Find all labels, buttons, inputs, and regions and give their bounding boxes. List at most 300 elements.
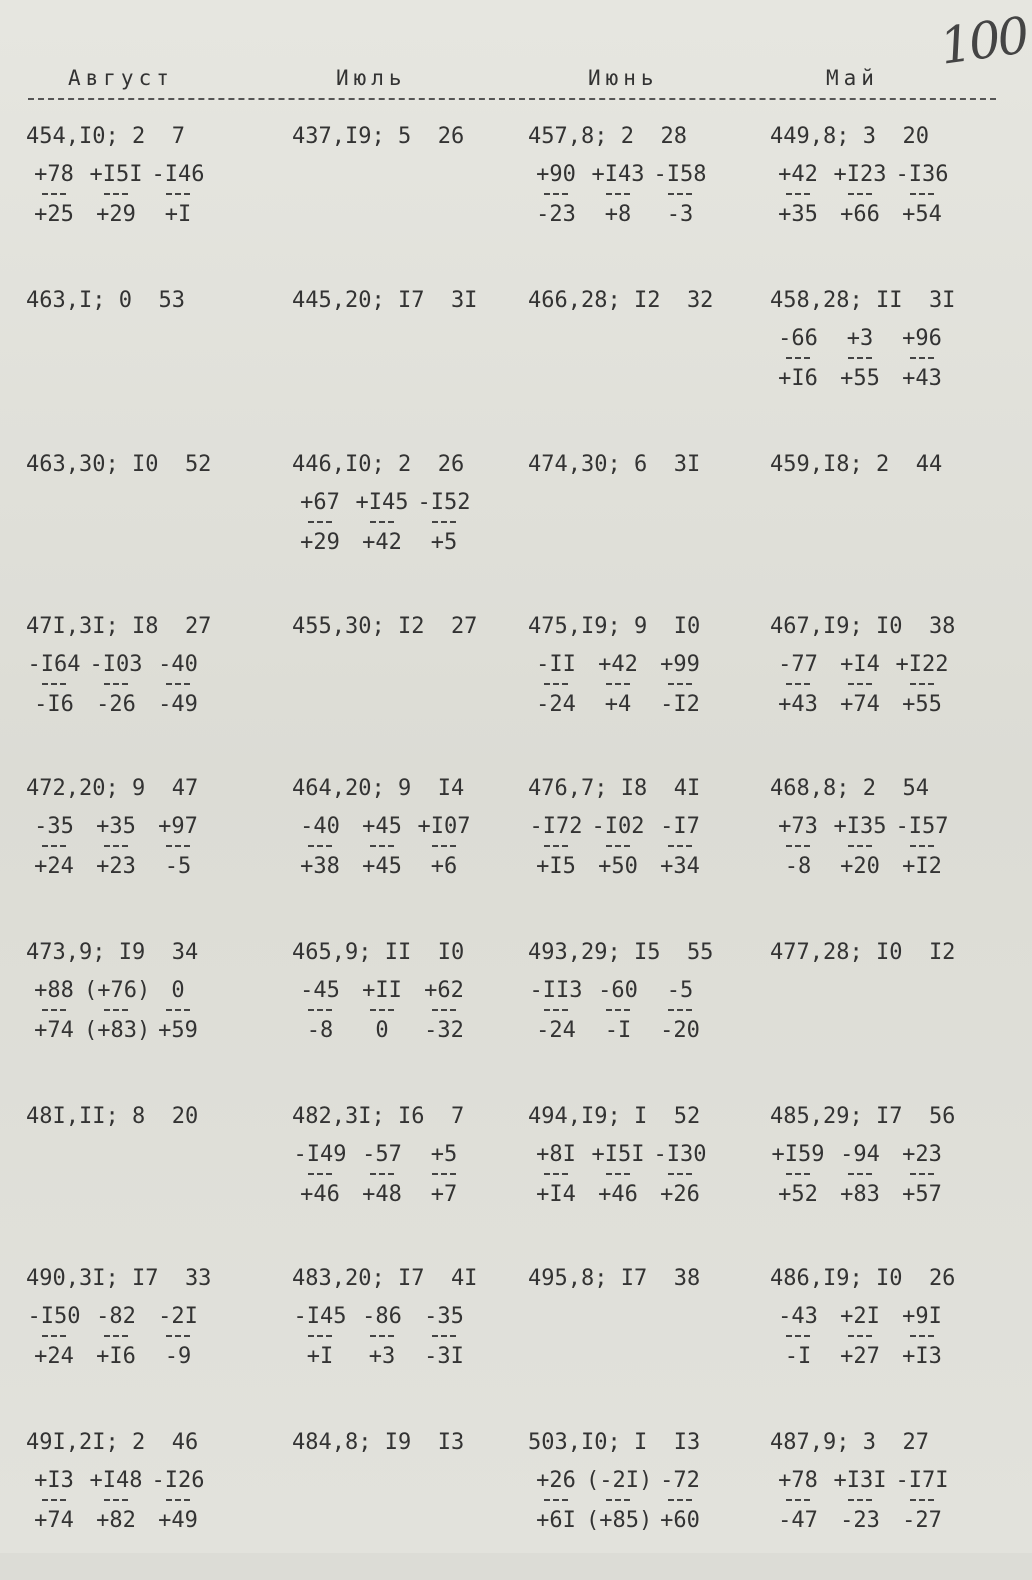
fraction-dash — [606, 1173, 630, 1175]
entry — [770, 452, 1020, 602]
numerator-value: -45 — [300, 978, 340, 1003]
fraction-pair — [586, 1142, 650, 1222]
fraction-pair — [890, 1468, 954, 1548]
fraction-pair — [766, 1468, 830, 1548]
fraction-dash — [848, 357, 872, 359]
denominator-value: +I — [306, 1344, 334, 1369]
fraction-dash — [786, 1499, 810, 1501]
fraction-dash — [104, 1499, 128, 1501]
fraction-pair — [766, 1142, 830, 1222]
entry-heading: 490,3I; I7 33 — [26, 1266, 212, 1291]
fraction-pair — [828, 326, 892, 406]
numerator-value: +2I — [840, 1304, 880, 1329]
numerator-value: -40 — [300, 814, 340, 839]
denominator-value: +I6 — [778, 366, 818, 391]
numerator-value: -72 — [660, 1468, 700, 1493]
fraction-pair — [84, 1468, 148, 1548]
fraction-dash — [668, 1173, 692, 1175]
fraction-dash — [166, 1335, 190, 1337]
numerator-value: -35 — [34, 814, 74, 839]
entry — [292, 1104, 542, 1254]
numerator-value: -82 — [96, 1304, 136, 1329]
fraction-triple — [292, 1304, 542, 1384]
fraction-pair — [766, 162, 830, 242]
entry-heading: 486,I9; I0 26 — [770, 1266, 956, 1291]
denominator-value: -23 — [536, 202, 576, 227]
fraction-pair — [648, 814, 712, 894]
fraction-triple — [770, 814, 1020, 894]
numerator-value: -II3 — [529, 978, 583, 1003]
denominator-value: +74 — [34, 1018, 74, 1043]
denominator-value: (+85) — [586, 1508, 653, 1533]
entry-heading: 47I,3I; I8 27 — [26, 614, 212, 639]
fraction-pair — [412, 978, 476, 1058]
numerator-value: -I03 — [89, 652, 143, 677]
numerator-value: +I35 — [833, 814, 887, 839]
entry-heading: 473,9; I9 34 — [26, 940, 199, 965]
numerator-value: -I30 — [653, 1142, 707, 1167]
fraction-dash — [42, 1009, 66, 1011]
entry-heading: 467,I9; I0 38 — [770, 614, 956, 639]
denominator-value: +35 — [778, 202, 818, 227]
entry — [292, 288, 542, 438]
fraction-triple — [770, 326, 1020, 406]
numerator-value: (-2I) — [586, 1468, 653, 1493]
fraction-dash — [668, 1499, 692, 1501]
entry-heading: 493,29; I5 55 — [528, 940, 714, 965]
fraction-triple — [528, 652, 778, 732]
fraction-triple — [26, 1468, 276, 1548]
numerator-value: -I50 — [27, 1304, 81, 1329]
entry — [528, 288, 778, 438]
denominator-value: +23 — [96, 854, 136, 879]
fraction-pair — [586, 1468, 653, 1548]
fraction-triple — [770, 1468, 1020, 1548]
fraction-pair — [524, 162, 588, 242]
fraction-dash — [166, 683, 190, 685]
fraction-dash — [42, 845, 66, 847]
fraction-pair — [22, 162, 86, 242]
fraction-dash — [848, 683, 872, 685]
fraction-pair — [350, 978, 414, 1058]
numerator-value: +I5I — [89, 162, 143, 187]
entry-heading: 455,30; I2 27 — [292, 614, 478, 639]
numerator-value: +I07 — [417, 814, 471, 839]
month-header-may: Май — [826, 66, 879, 90]
denominator-value: +I5 — [536, 854, 576, 879]
numerator-value: +42 — [778, 162, 818, 187]
header-dashed-rule — [28, 98, 996, 100]
fraction-pair — [890, 814, 954, 894]
entry-heading: 446,I0; 2 26 — [292, 452, 465, 477]
fraction-triple — [528, 162, 778, 242]
entry — [770, 1104, 1020, 1254]
numerator-value: -I72 — [529, 814, 583, 839]
fraction-pair — [890, 1142, 954, 1222]
fraction-dash — [606, 845, 630, 847]
fraction-pair — [766, 652, 830, 732]
entry-heading: 503,I0; I I3 — [528, 1430, 701, 1455]
denominator-value: +8 — [604, 202, 632, 227]
denominator-value: -23 — [840, 1508, 880, 1533]
entry-heading: 464,20; 9 I4 — [292, 776, 465, 801]
numerator-value: -35 — [424, 1304, 464, 1329]
numerator-value: (+76) — [84, 978, 151, 1003]
fraction-dash — [910, 845, 934, 847]
denominator-value: +25 — [34, 202, 74, 227]
denominator-value: +I3 — [902, 1344, 942, 1369]
fraction-triple — [292, 1142, 542, 1222]
numerator-value: -I64 — [27, 652, 81, 677]
fraction-triple — [528, 978, 778, 1058]
denominator-value: -27 — [902, 1508, 942, 1533]
fraction-pair — [22, 1304, 86, 1384]
entry — [770, 1430, 1020, 1580]
fraction-pair — [828, 1304, 892, 1384]
denominator-value: -32 — [424, 1018, 464, 1043]
entry-heading: 483,20; I7 4I — [292, 1266, 478, 1291]
entry — [528, 940, 778, 1090]
fraction-triple — [26, 814, 276, 894]
fraction-pair — [146, 1468, 210, 1548]
fraction-dash — [786, 357, 810, 359]
entry-heading: 465,9; II I0 — [292, 940, 465, 965]
fraction-triple — [26, 978, 276, 1058]
numerator-value: -94 — [840, 1142, 880, 1167]
fraction-pair — [890, 652, 954, 732]
fraction-dash — [848, 193, 872, 195]
fraction-dash — [166, 1499, 190, 1501]
entry — [26, 452, 276, 602]
fraction-triple — [26, 162, 276, 242]
fraction-dash — [786, 1173, 810, 1175]
numerator-value: -60 — [598, 978, 638, 1003]
denominator-value: -24 — [536, 1018, 576, 1043]
fraction-dash — [910, 1335, 934, 1337]
denominator-value: +I — [164, 202, 192, 227]
fraction-dash — [544, 1173, 568, 1175]
fraction-pair — [350, 1142, 414, 1222]
fraction-dash — [432, 845, 456, 847]
numerator-value: -I7 — [660, 814, 700, 839]
entry-heading: 454,I0; 2 7 — [26, 124, 185, 149]
fraction-dash — [786, 1335, 810, 1337]
denominator-value: +50 — [598, 854, 638, 879]
entry-heading: 463,I; 0 53 — [26, 288, 185, 313]
fraction-pair — [766, 1304, 830, 1384]
numerator-value: +45 — [362, 814, 402, 839]
fraction-pair — [84, 1304, 148, 1384]
numerator-value: -66 — [778, 326, 818, 351]
fraction-pair — [288, 814, 352, 894]
numerator-value: -77 — [778, 652, 818, 677]
numerator-value: +78 — [34, 162, 74, 187]
fraction-pair — [524, 814, 588, 894]
numerator-value: +I59 — [771, 1142, 825, 1167]
entry-heading: 475,I9; 9 I0 — [528, 614, 701, 639]
numerator-value: -5 — [666, 978, 694, 1003]
fraction-dash — [166, 1009, 190, 1011]
fraction-pair — [766, 814, 830, 894]
fraction-pair — [22, 652, 86, 732]
denominator-value: +66 — [840, 202, 880, 227]
fraction-dash — [910, 357, 934, 359]
fraction-dash — [104, 1335, 128, 1337]
entry-heading: 487,9; 3 27 — [770, 1430, 929, 1455]
fraction-pair — [524, 1142, 588, 1222]
denominator-value: +55 — [840, 366, 880, 391]
numerator-value: +97 — [158, 814, 198, 839]
fraction-dash — [910, 193, 934, 195]
fraction-dash — [370, 521, 394, 523]
fraction-dash — [668, 193, 692, 195]
entry — [26, 1430, 276, 1580]
entry — [26, 288, 276, 438]
fraction-triple — [292, 490, 542, 570]
fraction-pair — [412, 490, 476, 570]
fraction-dash — [544, 1009, 568, 1011]
fraction-pair — [890, 1304, 954, 1384]
denominator-value: +46 — [300, 1182, 340, 1207]
entry-heading: 445,20; I7 3I — [292, 288, 478, 313]
denominator-value: -5 — [164, 854, 192, 879]
fraction-pair — [146, 162, 210, 242]
fraction-dash — [786, 683, 810, 685]
denominator-value: +45 — [362, 854, 402, 879]
fraction-pair — [146, 978, 210, 1058]
fraction-dash — [544, 1499, 568, 1501]
fraction-pair — [84, 978, 151, 1058]
fraction-dash — [104, 193, 128, 195]
numerator-value: +8I — [536, 1142, 576, 1167]
fraction-triple — [528, 814, 778, 894]
fraction-triple — [770, 1142, 1020, 1222]
numerator-value: +78 — [778, 1468, 818, 1493]
entry — [770, 1266, 1020, 1416]
fraction-pair — [84, 652, 148, 732]
denominator-value: +34 — [660, 854, 700, 879]
entry — [26, 124, 276, 274]
denominator-value: +54 — [902, 202, 942, 227]
denominator-value: +29 — [300, 530, 340, 555]
fraction-pair — [412, 1142, 476, 1222]
numerator-value: +I3 — [34, 1468, 74, 1493]
fraction-dash — [42, 683, 66, 685]
fraction-pair — [524, 978, 588, 1058]
fraction-dash — [910, 683, 934, 685]
denominator-value: +43 — [902, 366, 942, 391]
fraction-pair — [288, 490, 352, 570]
denominator-value: -26 — [96, 692, 136, 717]
denominator-value: +43 — [778, 692, 818, 717]
fraction-pair — [586, 162, 650, 242]
fraction-pair — [648, 652, 712, 732]
numerator-value: +5 — [430, 1142, 458, 1167]
numerator-value: -I58 — [653, 162, 707, 187]
denominator-value: -3 — [666, 202, 694, 227]
entry — [292, 1430, 542, 1580]
numerator-value: +I3I — [833, 1468, 887, 1493]
denominator-value: +59 — [158, 1018, 198, 1043]
fraction-triple — [528, 1142, 778, 1222]
fraction-pair — [890, 326, 954, 406]
numerator-value: +23 — [902, 1142, 942, 1167]
entry — [770, 940, 1020, 1090]
entry-heading: 472,20; 9 47 — [26, 776, 199, 801]
entry-heading: 48I,II; 8 20 — [26, 1104, 199, 1129]
numerator-value: +99 — [660, 652, 700, 677]
entry-heading: 494,I9; I 52 — [528, 1104, 701, 1129]
numerator-value: -I45 — [293, 1304, 347, 1329]
fraction-dash — [42, 1335, 66, 1337]
denominator-value: +27 — [840, 1344, 880, 1369]
entry-heading: 437,I9; 5 26 — [292, 124, 465, 149]
fraction-dash — [544, 193, 568, 195]
numerator-value: +I22 — [895, 652, 949, 677]
month-header-august: Август — [68, 66, 174, 90]
entry-heading: 477,28; I0 I2 — [770, 940, 956, 965]
numerator-value: +96 — [902, 326, 942, 351]
numerator-value: +42 — [598, 652, 638, 677]
numerator-value: +I45 — [355, 490, 409, 515]
denominator-value: +I2 — [902, 854, 942, 879]
fraction-pair — [84, 814, 148, 894]
denominator-value: +29 — [96, 202, 136, 227]
entry — [26, 776, 276, 926]
fraction-pair — [890, 162, 954, 242]
fraction-pair — [22, 978, 86, 1058]
fraction-dash — [606, 1499, 630, 1501]
fraction-dash — [104, 1009, 128, 1011]
fraction-pair — [586, 978, 650, 1058]
entry — [292, 614, 542, 764]
entry — [770, 614, 1020, 764]
entry-heading: 49I,2I; 2 46 — [26, 1430, 199, 1455]
fraction-dash — [432, 1335, 456, 1337]
entry — [26, 614, 276, 764]
numerator-value: -I36 — [895, 162, 949, 187]
fraction-pair — [828, 814, 892, 894]
fraction-pair — [648, 1142, 712, 1222]
fraction-dash — [42, 1499, 66, 1501]
denominator-value: -9 — [164, 1344, 192, 1369]
entry — [528, 1266, 778, 1416]
denominator-value: +24 — [34, 1344, 74, 1369]
fraction-triple — [770, 652, 1020, 732]
fraction-pair — [288, 1142, 352, 1222]
fraction-pair — [146, 814, 210, 894]
denominator-value: (+83) — [84, 1018, 151, 1043]
fraction-dash — [432, 1009, 456, 1011]
denominator-value: +3 — [368, 1344, 396, 1369]
page-number: 100 — [936, 6, 1031, 76]
numerator-value: +I4 — [840, 652, 880, 677]
entry — [26, 1104, 276, 1254]
numerator-value: +88 — [34, 978, 74, 1003]
numerator-value: -2I — [158, 1304, 198, 1329]
fraction-dash — [104, 845, 128, 847]
denominator-value: +5 — [430, 530, 458, 555]
denominator-value: 0 — [375, 1018, 389, 1043]
month-header-june: Июнь — [588, 66, 659, 90]
denominator-value: +6 — [430, 854, 458, 879]
fraction-dash — [104, 683, 128, 685]
denominator-value: +82 — [96, 1508, 136, 1533]
denominator-value: +49 — [158, 1508, 198, 1533]
fraction-dash — [544, 845, 568, 847]
fraction-triple — [770, 162, 1020, 242]
entry-heading: 458,28; II 3I — [770, 288, 956, 313]
fraction-pair — [146, 1304, 210, 1384]
fraction-dash — [606, 193, 630, 195]
entry — [292, 940, 542, 1090]
entry-heading: 457,8; 2 28 — [528, 124, 687, 149]
denominator-value: +26 — [660, 1182, 700, 1207]
entry — [528, 452, 778, 602]
fraction-triple — [292, 978, 542, 1058]
fraction-pair — [22, 814, 86, 894]
fraction-dash — [432, 1173, 456, 1175]
fraction-dash — [42, 193, 66, 195]
fraction-pair — [586, 652, 650, 732]
numerator-value: +90 — [536, 162, 576, 187]
fraction-pair — [766, 326, 830, 406]
fraction-triple — [528, 1468, 778, 1548]
fraction-pair — [586, 814, 650, 894]
entry-heading: 468,8; 2 54 — [770, 776, 929, 801]
numerator-value: -57 — [362, 1142, 402, 1167]
fraction-pair — [84, 162, 148, 242]
fraction-dash — [668, 1009, 692, 1011]
entry — [770, 776, 1020, 926]
entry-heading: 463,30; I0 52 — [26, 452, 212, 477]
denominator-value: -24 — [536, 692, 576, 717]
fraction-pair — [648, 1468, 712, 1548]
fraction-pair — [524, 652, 588, 732]
denominator-value: +24 — [34, 854, 74, 879]
fraction-dash — [308, 845, 332, 847]
denominator-value: +83 — [840, 1182, 880, 1207]
fraction-dash — [668, 683, 692, 685]
entry — [292, 452, 542, 602]
denominator-value: +20 — [840, 854, 880, 879]
denominator-value: +52 — [778, 1182, 818, 1207]
entry — [292, 1266, 542, 1416]
denominator-value: -I — [784, 1344, 812, 1369]
entry-heading: 484,8; I9 I3 — [292, 1430, 465, 1455]
denominator-value: -8 — [784, 854, 812, 879]
numerator-value: +I48 — [89, 1468, 143, 1493]
numerator-value: +62 — [424, 978, 464, 1003]
denominator-value: +42 — [362, 530, 402, 555]
fraction-dash — [848, 1173, 872, 1175]
numerator-value: -I52 — [417, 490, 471, 515]
fraction-dash — [848, 1499, 872, 1501]
fraction-dash — [786, 845, 810, 847]
fraction-pair — [412, 814, 476, 894]
entry — [528, 1104, 778, 1254]
numerator-value: -I49 — [293, 1142, 347, 1167]
entry-heading: 495,8; I7 38 — [528, 1266, 701, 1291]
fraction-dash — [786, 193, 810, 195]
fraction-pair — [350, 814, 414, 894]
fraction-pair — [524, 1468, 588, 1548]
fraction-dash — [606, 683, 630, 685]
numerator-value: +I23 — [833, 162, 887, 187]
fraction-triple — [26, 652, 276, 732]
fraction-pair — [828, 652, 892, 732]
fraction-pair — [828, 1142, 892, 1222]
